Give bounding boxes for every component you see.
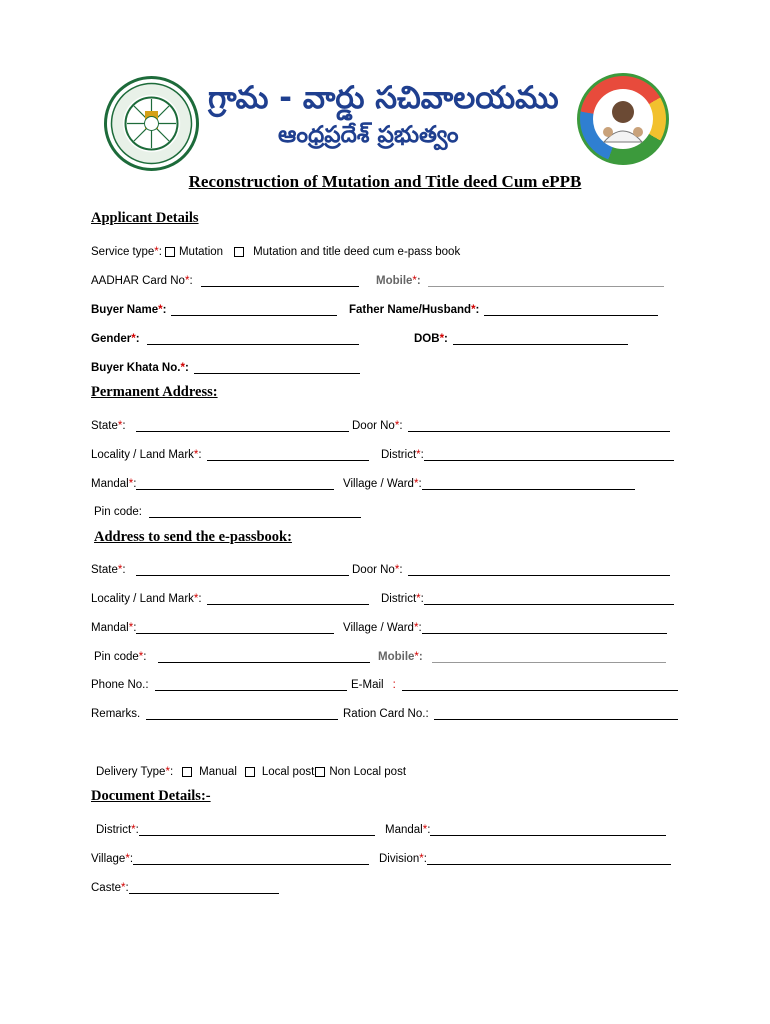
perm-pincode-label: Pin code: bbox=[94, 506, 142, 518]
perm-district-label: District bbox=[381, 449, 417, 461]
aadhar-field[interactable] bbox=[201, 274, 359, 287]
doc-village-label: Village bbox=[91, 853, 126, 865]
ration-label: Ration Card No.: bbox=[343, 708, 429, 720]
dob-label: DOB bbox=[414, 333, 440, 345]
service-mutation-label: Mutation bbox=[178, 246, 224, 258]
dob-field[interactable] bbox=[453, 332, 628, 345]
send-mandal-label: Mandal bbox=[91, 622, 129, 634]
doc-division-label: Division bbox=[379, 853, 420, 865]
remarks-field[interactable] bbox=[146, 707, 338, 720]
send-state-field[interactable] bbox=[136, 563, 349, 576]
mobile-field[interactable] bbox=[428, 274, 664, 287]
perm-district-field[interactable] bbox=[424, 448, 674, 461]
perm-village-label: Village / Ward bbox=[343, 478, 414, 490]
delivery-non-local-post-checkbox[interactable] bbox=[315, 767, 325, 777]
delivery-local-post-label: Local post bbox=[261, 766, 315, 778]
portrait-icon bbox=[580, 76, 666, 162]
delivery-type-row: Delivery Type * : Manual Local post Non Local post bbox=[96, 766, 407, 778]
gender-label: Gender bbox=[91, 333, 132, 345]
father-name-label: Father Name/Husband bbox=[349, 304, 472, 316]
section-document-details: Document Details:- bbox=[91, 788, 211, 804]
service-type-label: Service type bbox=[91, 246, 155, 258]
gender-field[interactable] bbox=[147, 332, 359, 345]
doc-district-label: District bbox=[96, 824, 132, 836]
send-door-field[interactable] bbox=[408, 563, 670, 576]
buyer-name-label: Buyer Name bbox=[91, 304, 159, 316]
scheme-logo bbox=[577, 73, 669, 165]
phone-field[interactable] bbox=[155, 678, 347, 691]
service-mutation-checkbox[interactable] bbox=[165, 247, 175, 257]
service-type-row: Service type * : Mutation Mutation and title deed cum e-pass book bbox=[91, 246, 461, 258]
send-pincode-field[interactable] bbox=[158, 650, 370, 663]
send-village-label: Village / Ward bbox=[343, 622, 414, 634]
send-district-field[interactable] bbox=[424, 592, 674, 605]
form-title: Reconstruction of Mutation and Title deed Cum ePPB bbox=[188, 172, 582, 191]
send-mobile-field[interactable] bbox=[432, 650, 666, 663]
doc-village-field[interactable] bbox=[133, 852, 369, 865]
perm-state-label: State bbox=[91, 420, 118, 432]
perm-locality-field[interactable] bbox=[207, 448, 369, 461]
send-district-label: District bbox=[381, 593, 417, 605]
delivery-non-local-post-label: Non Local post bbox=[329, 766, 407, 778]
emblem-icon bbox=[107, 79, 196, 168]
service-title-deed-label: Mutation and title deed cum e-pass book bbox=[253, 246, 461, 258]
section-send-address: Address to send the e-passbook: bbox=[94, 529, 292, 545]
section-permanent-address: Permanent Address: bbox=[91, 384, 218, 400]
aadhar-label: AADHAR Card No bbox=[91, 275, 185, 287]
khata-label: Buyer Khata No. bbox=[91, 362, 181, 374]
service-title-deed-checkbox[interactable] bbox=[234, 247, 244, 257]
doc-division-field[interactable] bbox=[427, 852, 671, 865]
doc-district-field[interactable] bbox=[139, 823, 375, 836]
father-name-field[interactable] bbox=[484, 303, 658, 316]
send-state-label: State bbox=[91, 564, 118, 576]
send-door-label: Door No bbox=[352, 564, 395, 576]
send-locality-field[interactable] bbox=[207, 592, 369, 605]
send-pincode-label: Pin code bbox=[94, 651, 139, 663]
perm-state-field[interactable] bbox=[136, 419, 349, 432]
section-applicant-details: Applicant Details bbox=[91, 210, 199, 226]
delivery-local-post-checkbox[interactable] bbox=[245, 767, 255, 777]
phone-label: Phone No.: bbox=[91, 679, 149, 691]
perm-pincode-field[interactable] bbox=[149, 505, 361, 518]
delivery-type-label: Delivery Type bbox=[96, 766, 166, 778]
doc-caste-field[interactable] bbox=[129, 881, 279, 894]
email-label: E-Mail bbox=[351, 679, 384, 691]
ration-field[interactable] bbox=[434, 707, 678, 720]
perm-door-field[interactable] bbox=[408, 419, 670, 432]
remarks-label: Remarks. bbox=[91, 708, 141, 720]
buyer-name-field[interactable] bbox=[171, 303, 337, 316]
doc-mandal-label: Mandal bbox=[385, 824, 423, 836]
perm-village-field[interactable] bbox=[422, 477, 635, 490]
perm-door-label: Door No bbox=[352, 420, 395, 432]
delivery-manual-label: Manual bbox=[199, 766, 237, 778]
khata-field[interactable] bbox=[194, 361, 360, 374]
doc-mandal-field[interactable] bbox=[430, 823, 666, 836]
state-emblem-logo bbox=[104, 76, 199, 171]
doc-caste-label: Caste bbox=[91, 882, 122, 894]
page-title-telugu: గ్రామ - వార్డు సచివాలయము bbox=[208, 80, 559, 116]
send-mandal-field[interactable] bbox=[136, 621, 334, 634]
perm-mandal-field[interactable] bbox=[136, 477, 334, 490]
delivery-manual-checkbox[interactable] bbox=[182, 767, 192, 777]
perm-mandal-label: Mandal bbox=[91, 478, 129, 490]
page-subtitle-telugu: ఆంధ్రప్రదేశ్ ప్రభుత్వం bbox=[278, 122, 459, 148]
email-field[interactable] bbox=[402, 678, 678, 691]
mobile-label: Mobile bbox=[376, 275, 413, 287]
send-locality-label: Locality / Land Mark bbox=[91, 593, 194, 605]
perm-locality-label: Locality / Land Mark bbox=[91, 449, 194, 461]
send-mobile-label: Mobile bbox=[378, 651, 415, 663]
send-village-field[interactable] bbox=[422, 621, 667, 634]
